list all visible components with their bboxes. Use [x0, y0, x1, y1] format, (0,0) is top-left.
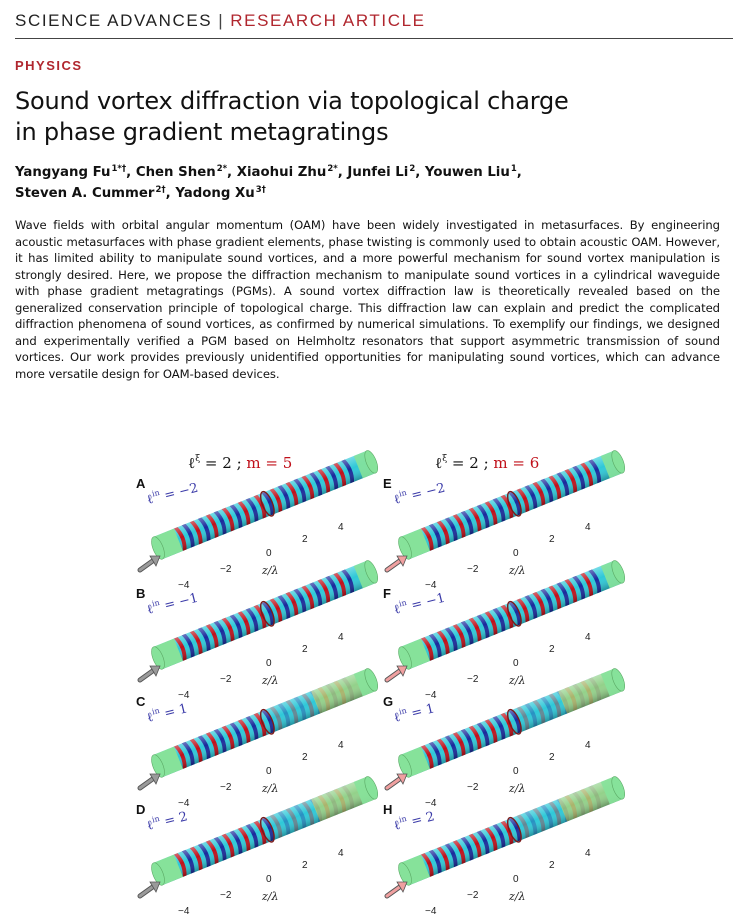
z-axis-tick: 4: [338, 522, 344, 533]
z-axis-tick: 4: [585, 740, 591, 751]
z-axis-tick: 2: [549, 860, 555, 871]
z-axis-tick: 4: [585, 632, 591, 643]
author-7[interactable]: Yadong $Xu^{3\dagger}$: [175, 185, 266, 201]
z-axis-tick: −4: [178, 580, 190, 591]
panel-letter: D: [136, 802, 146, 817]
z-axis-label: z/λ: [262, 674, 279, 687]
z-axis-tick: −4: [178, 798, 190, 809]
z-axis-tick: 0: [513, 548, 519, 559]
z-axis-tick: −2: [467, 674, 479, 685]
incident-charge-label: ℓ$^{in}$ = −1: [145, 590, 200, 618]
header-separator: |: [218, 11, 225, 30]
incident-arrow: [387, 560, 401, 570]
z-axis-tick: −4: [425, 690, 437, 701]
section-label: PHYSICS: [15, 58, 83, 73]
panel-letter: C: [136, 694, 146, 709]
z-axis-tick: −4: [425, 580, 437, 591]
z-axis-tick: 4: [338, 848, 344, 859]
panel-letter: A: [136, 476, 146, 491]
z-axis-tick: −2: [220, 674, 232, 685]
z-axis-tick: 0: [513, 766, 519, 777]
z-axis-tick: −2: [220, 564, 232, 575]
z-axis-tick: 0: [513, 874, 519, 885]
incident-arrow: [140, 778, 154, 788]
z-axis-tick: 2: [549, 752, 555, 763]
incident-arrow: [140, 670, 154, 680]
z-axis-tick: −4: [425, 906, 437, 916]
z-axis-label: z/λ: [509, 890, 526, 903]
z-axis-tick: 2: [302, 534, 308, 545]
figure-sound-vortex-panels: [0, 440, 733, 916]
column-header-2: [435, 454, 539, 472]
z-axis-label: z/λ: [509, 674, 526, 687]
z-axis-label: z/λ: [509, 564, 526, 577]
z-axis-tick: 4: [585, 848, 591, 859]
author-2[interactable]: Chen Shen$^{2*}$,: [135, 164, 237, 180]
author-1[interactable]: Yangyang $Fu^{1*\dagger}$,: [15, 164, 136, 180]
column-header-text: ℓ$^\xi$ = 2 ; m = 6: [435, 454, 540, 472]
panel-d: [136, 774, 381, 916]
z-axis-tick: 0: [266, 548, 272, 559]
z-axis-tick: 0: [266, 658, 272, 669]
z-axis-tick: 4: [585, 522, 591, 533]
incident-arrow: [140, 560, 154, 570]
z-axis-label: z/λ: [262, 890, 279, 903]
incident-charge-label: ℓ$^{in}$ = −2: [145, 480, 200, 508]
author-5[interactable]: Youwen Liu$^1$,: [424, 164, 522, 180]
incident-arrow: [387, 778, 401, 788]
incident-charge-label: ℓ$^{in}$ = −2: [392, 480, 447, 508]
panel-letter: E: [383, 476, 392, 491]
incident-arrow: [140, 886, 154, 896]
panel-h: [383, 774, 628, 916]
z-axis-tick: −4: [178, 690, 190, 701]
column-header-1: [188, 454, 292, 472]
z-axis-tick: 0: [513, 658, 519, 669]
column-header-text: ℓ$^\xi$ = 2 ; m = 5: [188, 454, 293, 472]
panel-letter: B: [136, 586, 146, 601]
z-axis-tick: 2: [549, 534, 555, 545]
journal-name: SCIENCE ADVANCES: [15, 11, 213, 30]
z-axis-tick: 4: [338, 740, 344, 751]
author-3[interactable]: Xiaohui Zhu$^{2*}$,: [236, 164, 348, 180]
incident-arrow: [387, 670, 401, 680]
journal-header: [15, 11, 733, 39]
z-axis-tick: 2: [302, 752, 308, 763]
z-axis-tick: −2: [467, 782, 479, 793]
z-axis-tick: −2: [220, 782, 232, 793]
article-type: RESEARCH ARTICLE: [230, 11, 426, 30]
z-axis-label: z/λ: [262, 782, 279, 795]
z-axis-tick: 2: [302, 860, 308, 871]
panel-letter: F: [383, 586, 391, 601]
z-axis-label: z/λ: [509, 782, 526, 795]
incident-charge-label: ℓ$^{in}$ = 2: [392, 809, 437, 834]
incident-charge-label: ℓ$^{in}$ = 1: [392, 701, 437, 726]
abstract-text: Wave fields with orbital angular momentum (OAM) have been widely investigated in metasurfaces. By engineering acoustic metasurfaces with phase gradient elements, phase twisting is commonly used to obtain acoustic OAM. However, it has limited ability to manipulate sound vortices, and a more powerful mechanism for sound vortex manipulation is strongly desired. Here, we propose the diffraction mechanism to manipulate sound vortices in a cylindrical waveguide with phase gradient metagratings (PGMs). A sound vortex diffraction law is theoretically revealed based on the generalized conservation principle of topological charge. This diffraction law can explain and predict the complicated diffraction phenomena of sound vortices, as confirmed by numerical simulations. To exemplify our findings, we designed and experimentally verified a PGM based on Helmholtz resonators that support asymmetric transmission of sound vortices. Our work provides previously unidentified opportunities for manipulating sound vortices, which can advance more versatile design for OAM-based devices.: [15, 218, 720, 381]
article-title: [15, 86, 715, 148]
incident-arrow: [387, 886, 401, 896]
z-axis-tick: −2: [467, 890, 479, 901]
panel-letter: G: [383, 694, 394, 709]
incident-charge-label: ℓ$^{in}$ = 2: [145, 809, 190, 834]
incident-charge-label: ℓ$^{in}$ = 1: [145, 701, 190, 726]
incident-charge-label: ℓ$^{in}$ = −1: [392, 590, 447, 618]
z-axis-tick: 2: [549, 644, 555, 655]
z-axis-tick: 2: [302, 644, 308, 655]
z-axis-tick: −2: [467, 564, 479, 575]
author-list: [15, 162, 725, 204]
figure-canvas: [0, 440, 733, 916]
z-axis-tick: −4: [178, 906, 190, 916]
panel-letter: H: [383, 802, 393, 817]
z-axis-tick: 4: [338, 632, 344, 643]
z-axis-tick: −2: [220, 890, 232, 901]
z-axis-tick: 0: [266, 766, 272, 777]
author-6[interactable]: Steven A. Cummer$^{2\dagger}$,: [15, 185, 176, 201]
z-axis-label: z/λ: [262, 564, 279, 577]
author-4[interactable]: Junfei Li$^2$,: [347, 164, 425, 180]
z-axis-tick: −4: [425, 798, 437, 809]
z-axis-tick: 0: [266, 874, 272, 885]
title-line-2: in phase gradient metagratings: [15, 118, 389, 146]
title-line-1: Sound vortex diffraction via topological charge: [15, 87, 569, 115]
